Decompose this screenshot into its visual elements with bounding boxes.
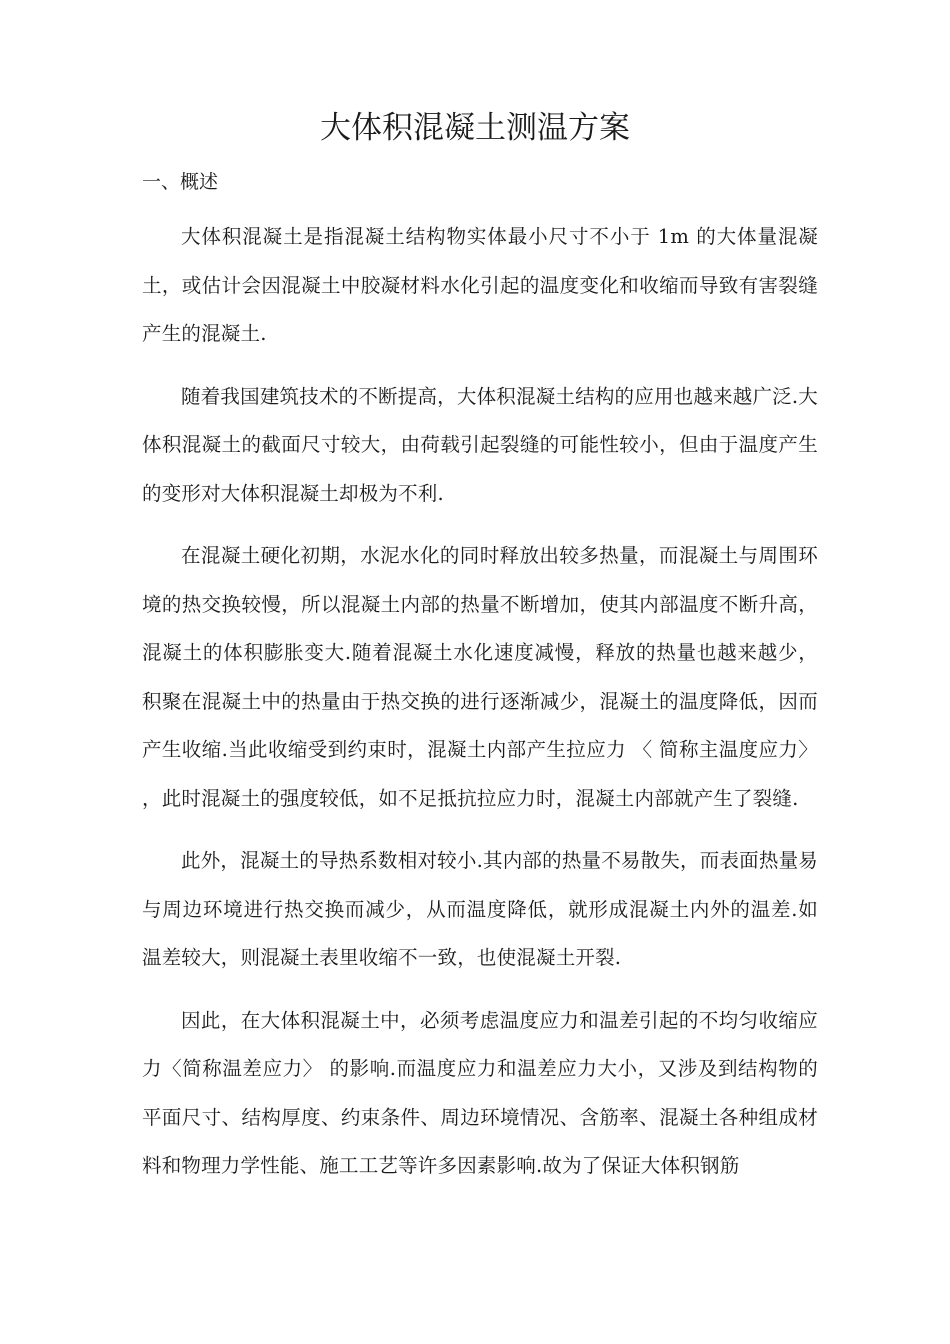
body-text (142, 213, 818, 1205)
document-title: 大体积混凝土测温方案 (320, 110, 630, 146)
paragraph-thermal-gradient: 此外，混凝土的导热系数相对较小.其内部的热量不易散失，而表面热量易与周边环境进行热交换而减少，从而温度降低，就形成混凝土内外的温差.如温差较大，则混凝土表里收缩不一致，也使混凝土开裂. (142, 849, 818, 969)
paragraph-hydration-heat: 在混凝土硬化初期，水泥水化的同时释放出较多热量，而混凝土与周围环境的热交换较慢，所以混凝土内部的热量不断增加，使其内部温度不断升高，混凝土的体积膨胀变大.随着混凝土水化速度减慢，释放的热量也越来越少，积聚在混凝土中的热量由于热交换的进行逐渐减少，混凝土的温度降低，因而产生收缩.当此收缩受到约束时，混凝土内部产生拉应力 〈 简称主温度应力〉 ，此时混凝土的强度较低，如不足抵抗拉应力时，混凝土内部就产生了裂缝. (142, 544, 818, 810)
paragraph-definition: 大体积混凝土是指混凝土结构物实体最小尺寸不小于 1m 的大体量混凝土，或估计会因混凝土中胶凝材料水化引起的温度变化和收缩而导致有害裂缝产生的混凝土. (142, 225, 818, 345)
paragraph-stress-factors: 因此，在大体积混凝土中，必须考虑温度应力和温差引起的不均匀收缩应力〈简称温差应力〉 的影响.而温度应力和温差应力大小，又涉及到结构物的平面尺寸、结构厚度、约束条件、周边环境情况、含筋率、混凝土各种组成材料和物理力学性能、施工工艺等许多因素影响.故为了保证大体积钢筋 (142, 1008, 818, 1177)
section-heading-overview: 一、概述 (142, 171, 219, 193)
paragraph-application: 随着我国建筑技术的不断提高，大体积混凝土结构的应用也越来越广泛.大体积混凝土的截面尺寸较大，由荷载引起裂缝的可能性较小，但由于温度产生的变形对大体积混凝土却极为不利. (142, 384, 818, 505)
